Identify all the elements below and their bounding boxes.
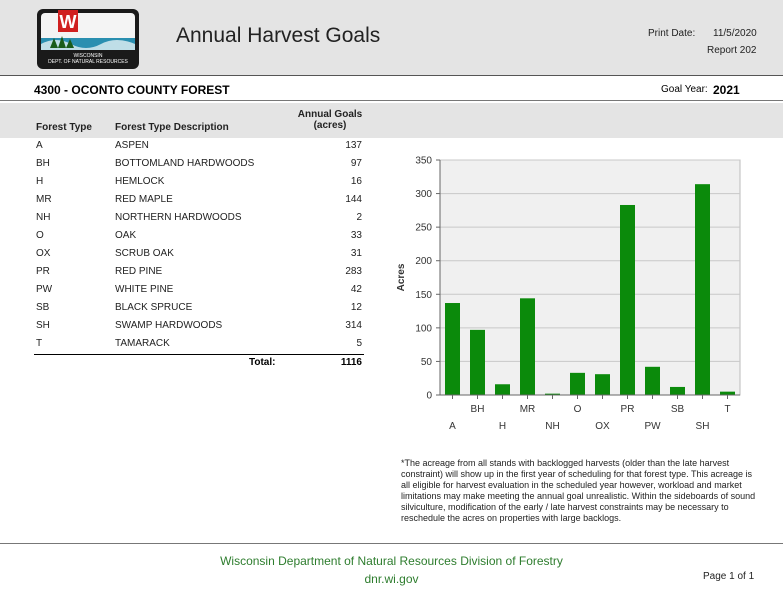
forest-type-description: SWAMP HARDWOODS xyxy=(115,320,223,331)
forest-type-description: RED PINE xyxy=(115,266,163,277)
annual-goal-value: 97 xyxy=(350,158,362,169)
forest-type-code: SH xyxy=(36,320,50,331)
table-row xyxy=(0,138,400,156)
total-value: 1116 xyxy=(340,357,362,368)
x-tick-label: PR xyxy=(620,404,635,415)
x-tick-label: OX xyxy=(595,421,610,432)
table-row xyxy=(0,228,400,246)
bar-t xyxy=(720,392,735,395)
table-row xyxy=(0,156,400,174)
table-row xyxy=(0,300,400,318)
annual-goal-value: 283 xyxy=(345,266,362,277)
forest-type-description: TAMARACK xyxy=(115,338,170,349)
table-row xyxy=(0,282,400,300)
backlog-footnote: *The acreage from all stands with backlogged harvests (older than the late harvest constraint) will show up in the first year of scheduling for that forest type. This acreage is all eligible for harvest evaluation in the scheduled year however, workload and market limitations may make meeting the annual goal unrealistic. Within the sideboards of sound silviculture, modification of the early / late harvest constraints may be necessary to reschedule the acres on properties with large backlogs. xyxy=(401,458,756,523)
harvest-goals-bar-chart xyxy=(390,150,750,440)
bar-sb xyxy=(670,387,685,395)
bar-pr xyxy=(620,205,635,395)
forest-type-code: T xyxy=(36,338,43,349)
annual-goal-value: 31 xyxy=(350,248,362,259)
y-tick-label: 50 xyxy=(420,356,432,368)
forest-type-description: ASPEN xyxy=(115,140,149,151)
total-divider xyxy=(34,354,364,355)
print-date: 11/5/2020 xyxy=(713,28,757,39)
annual-goal-value: 2 xyxy=(356,212,362,223)
annual-goal-value: 12 xyxy=(350,302,362,313)
bar-o xyxy=(570,373,585,395)
forest-type-code: SB xyxy=(36,302,50,313)
annual-goal-value: 16 xyxy=(350,176,362,187)
x-tick-label: PW xyxy=(644,421,661,432)
wisconsin-dnr-logo xyxy=(36,8,140,70)
table-row xyxy=(0,210,400,228)
forest-name: 4300 - OCONTO COUNTY FOREST xyxy=(34,83,230,97)
y-tick-label: 200 xyxy=(415,256,432,268)
x-tick-label: NH xyxy=(545,421,560,432)
x-tick-label: O xyxy=(573,404,582,415)
x-tick-label: MR xyxy=(519,404,536,415)
report-header xyxy=(0,0,783,76)
page-title: Annual Harvest Goals xyxy=(176,24,381,47)
y-tick-label: 250 xyxy=(415,222,432,234)
forest-type-description: NORTHERN HARDWOODS xyxy=(115,212,242,223)
forest-type-description: SCRUB OAK xyxy=(115,248,174,259)
x-tick-label: A xyxy=(449,421,456,432)
report-number: Report 202 xyxy=(707,45,757,56)
table-row xyxy=(0,246,400,264)
x-tick-label: H xyxy=(498,421,507,432)
forest-type-description: BOTTOMLAND HARDWOODS xyxy=(115,158,255,169)
bar-h xyxy=(495,384,510,395)
table-row xyxy=(0,318,400,336)
y-tick-label: 300 xyxy=(415,189,432,201)
column-header-description: Forest Type Description xyxy=(115,122,229,133)
bar-mr xyxy=(520,298,535,395)
goal-year-label: Goal Year: xyxy=(661,84,708,95)
bar-pw xyxy=(645,367,660,395)
table-row xyxy=(0,336,400,354)
logo-text-1: WISCONSIN xyxy=(73,53,103,59)
bar-ox xyxy=(595,374,610,395)
y-tick-label: 0 xyxy=(426,390,432,402)
annual-goal-value: 314 xyxy=(345,320,362,331)
bar-sh xyxy=(695,184,710,395)
y-tick-label: 150 xyxy=(415,289,432,301)
x-tick-label: SH xyxy=(695,421,710,432)
bar-bh xyxy=(470,330,485,395)
annual-goal-value: 137 xyxy=(345,140,362,151)
forest-type-description: BLACK SPRUCE xyxy=(115,302,193,313)
y-tick-label: 100 xyxy=(415,323,432,335)
footer-divider xyxy=(0,543,783,544)
forest-type-code: OX xyxy=(36,248,51,259)
table-row xyxy=(0,174,400,192)
x-tick-label: SB xyxy=(670,404,685,415)
forest-type-code: PR xyxy=(36,266,50,277)
bar-a xyxy=(445,303,460,395)
annual-goal-value: 42 xyxy=(350,284,362,295)
annual-goal-value: 33 xyxy=(350,230,362,241)
print-date-label: Print Date: xyxy=(648,28,696,39)
forest-type-code: MR xyxy=(36,194,52,205)
column-header-annual-goals xyxy=(288,109,372,131)
forest-type-code: NH xyxy=(36,212,51,223)
svg-text:W: W xyxy=(59,12,77,32)
annual-goal-value: 144 xyxy=(345,194,362,205)
footer-url: dnr.wi.gov xyxy=(364,572,419,586)
forest-type-description: WHITE PINE xyxy=(115,284,174,295)
y-axis-label: Acres xyxy=(396,263,407,292)
x-tick-label: BH xyxy=(470,404,485,415)
x-tick-label: T xyxy=(724,404,731,415)
logo-text-2: DEPT. OF NATURAL RESOURCES xyxy=(48,59,128,65)
forest-type-code: A xyxy=(36,140,43,151)
forest-type-description: RED MAPLE xyxy=(115,194,173,205)
forest-type-description: HEMLOCK xyxy=(115,176,165,187)
forest-type-description: OAK xyxy=(115,230,137,241)
footer-organization: Wisconsin Department of Natural Resources Division of Forestry xyxy=(220,554,563,568)
goal-year: 2021 xyxy=(713,83,740,97)
annual-goals-unit: (acres) xyxy=(313,120,347,131)
forest-type-code: H xyxy=(36,176,44,187)
forest-bar xyxy=(0,77,783,101)
table-row xyxy=(0,264,400,282)
forest-type-code: PW xyxy=(36,284,53,295)
y-tick-label: 350 xyxy=(415,155,432,167)
annual-goal-value: 5 xyxy=(356,338,362,349)
table-row xyxy=(0,192,400,210)
page-number: Page 1 of 1 xyxy=(703,571,755,582)
column-header-forest-type: Forest Type xyxy=(36,122,92,133)
annual-goals-label: Annual Goals xyxy=(297,109,363,120)
forest-type-code: BH xyxy=(36,158,50,169)
total-label: Total: xyxy=(249,357,276,368)
forest-type-code: O xyxy=(36,230,44,241)
table-header xyxy=(0,103,783,138)
